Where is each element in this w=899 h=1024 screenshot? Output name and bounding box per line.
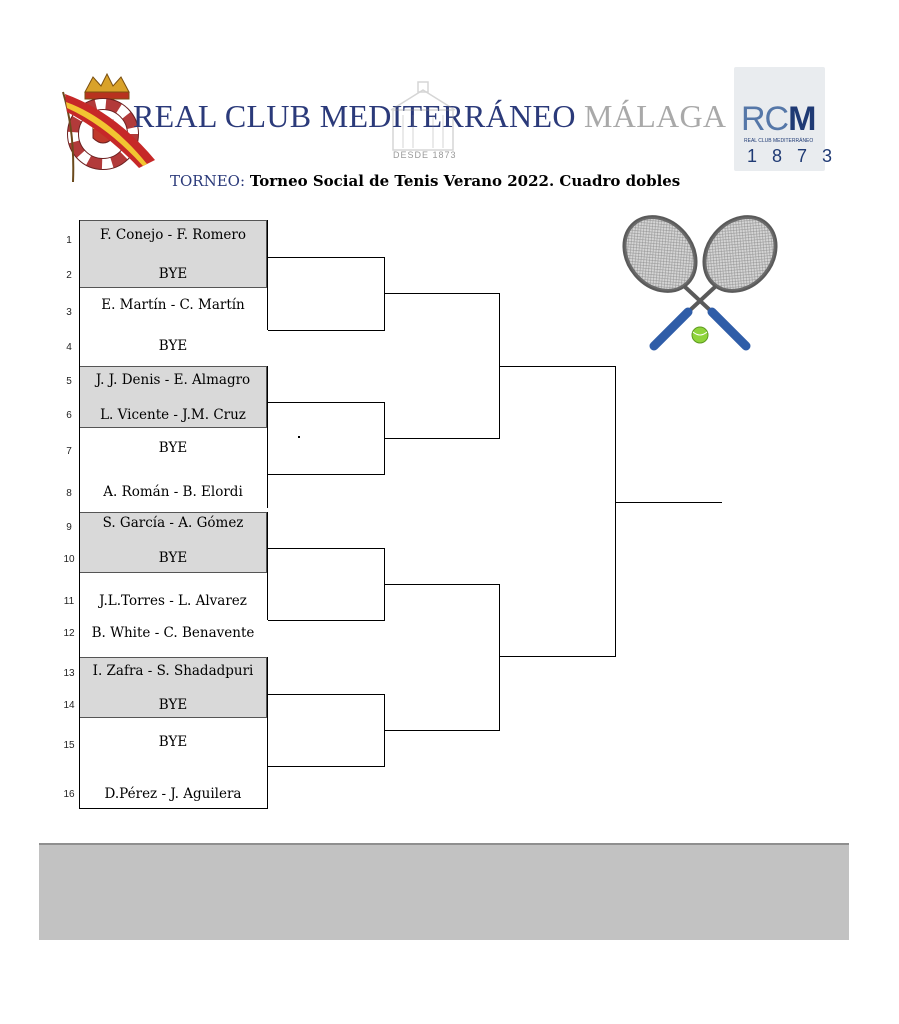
slot-name: E. Martín - C. Martín: [101, 297, 245, 313]
slot-name: F. Conejo - F. Romero: [100, 227, 246, 243]
slot-number: 11: [63, 596, 75, 607]
slot-name: S. García - A. Gómez: [102, 515, 244, 531]
slot-name: L. Vicente - J.M. Cruz: [100, 407, 246, 423]
slot-number: 5: [66, 376, 72, 387]
rcm-logo-year: 1 8 7 3: [747, 146, 838, 166]
club-city: MÁLAGA: [584, 98, 727, 134]
slot-number: 8: [66, 488, 72, 499]
slot-name: J. J. Denis - E. Almagro: [95, 372, 251, 388]
slot-name: BYE: [158, 697, 188, 713]
footer-band: [39, 843, 849, 940]
slot-name: BYE: [158, 734, 188, 750]
rcm-letters-left: RC: [741, 100, 789, 138]
rcm-logo-small-text: REAL CLUB MEDITERRÁNEO: [744, 138, 814, 144]
slot-name: B. White - C. Benavente: [91, 625, 255, 641]
slot-name: J.L.Torres - L. Alvarez: [99, 593, 247, 609]
slot-number: 7: [66, 446, 72, 457]
slot-number: 4: [66, 342, 72, 353]
slot-name: BYE: [158, 266, 188, 282]
slot-number: 3: [66, 307, 72, 318]
slot-number: 10: [63, 554, 75, 565]
club-name: REAL CLUB MEDITERRÁNEO: [133, 98, 576, 134]
slot-number: 9: [66, 522, 72, 533]
slot-number: 15: [63, 740, 75, 751]
slot-name: A. Román - B. Elordi: [103, 484, 243, 500]
slot-number: 13: [63, 668, 75, 679]
slot-number: 6: [66, 410, 72, 421]
slot-number: 12: [63, 628, 75, 639]
slot-number: 16: [63, 789, 75, 800]
rcm-letters-right: M: [788, 100, 816, 138]
tournament-name: Torneo Social de Tenis Verano 2022. Cuadro dobles: [249, 172, 681, 190]
slot-name: D.Pérez - J. Aguilera: [104, 786, 242, 802]
slot-name: BYE: [158, 338, 188, 354]
slot-name: BYE: [158, 440, 188, 456]
tennis-rackets-icon: [612, 212, 787, 352]
watermark-text: DESDE 1873: [393, 150, 457, 160]
slot-number: 2: [66, 270, 72, 281]
slot-name: BYE: [158, 550, 188, 566]
slot-number: 14: [63, 700, 75, 711]
stray-dot: [298, 436, 300, 438]
slot-name: I. Zafra - S. Shadadpuri: [92, 663, 254, 679]
slot-number: 1: [66, 235, 72, 246]
tournament-label: TORNEO:: [170, 172, 246, 190]
